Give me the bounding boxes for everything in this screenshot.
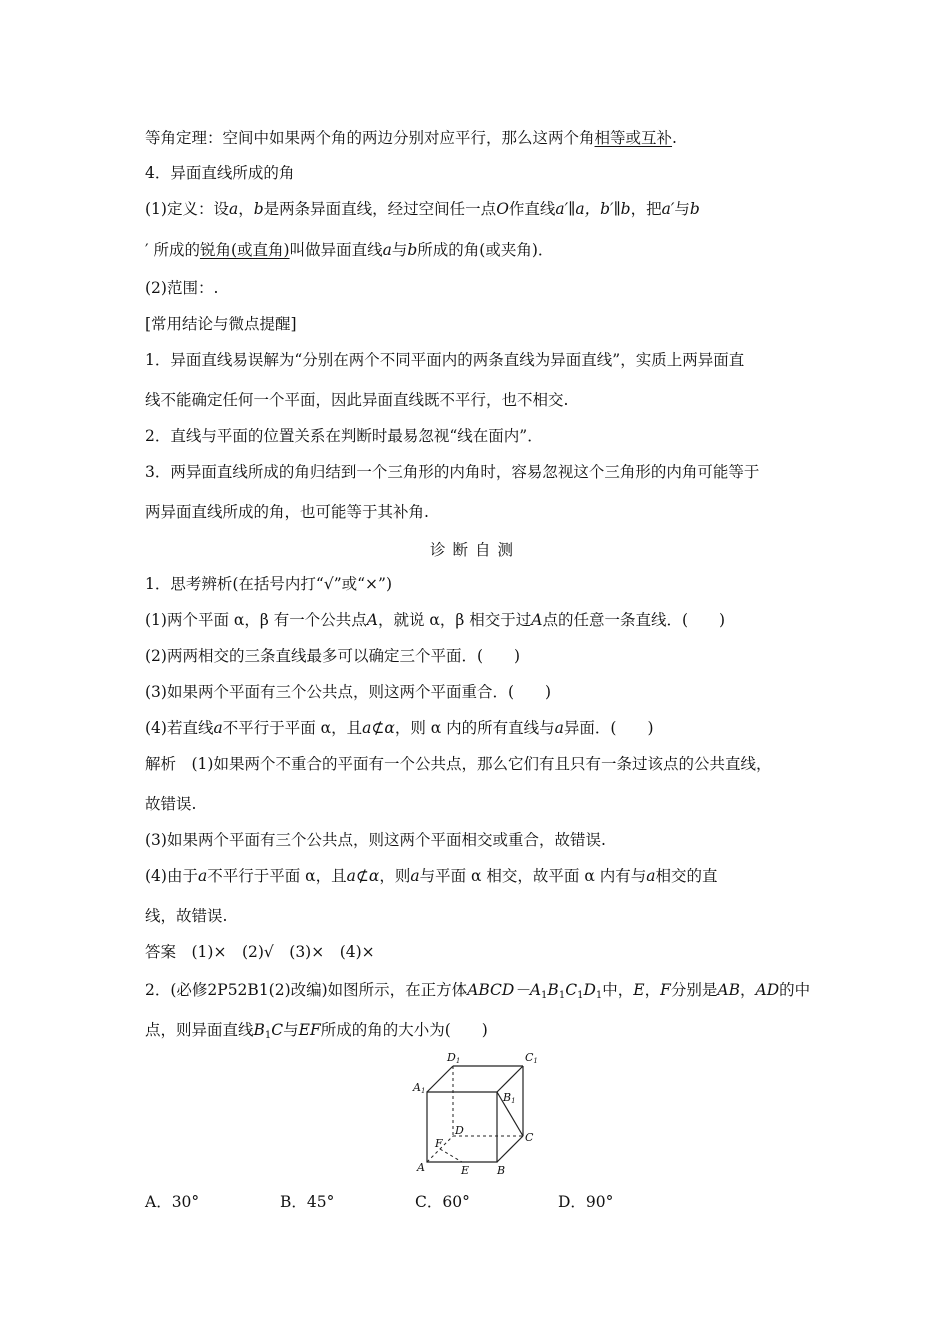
analysis-text: 故错误.: [145, 795, 197, 813]
text-line: 两异面直线所成的角，也可能等于其补角.: [145, 503, 429, 521]
underlined-answer: 相等或互补: [594, 129, 673, 147]
section-heading: [常用结论与微点提醒]: [145, 315, 297, 333]
label-e: E: [461, 1164, 470, 1177]
label-c1: C1: [525, 1051, 538, 1065]
label-c: C: [525, 1131, 534, 1144]
section-heading: 4．异面直线所成的角: [145, 164, 295, 182]
label-d1: D1: [447, 1051, 461, 1065]
label-a: A: [417, 1161, 425, 1174]
option-c: C．60°: [415, 1193, 470, 1211]
question-item: 点，则异面直线$B_1C$与EF所成的角的大小为( ): [145, 1021, 488, 1041]
text-line: 线不能确定任何一个平面，因此异面直线既不平行，也不相交.: [145, 391, 569, 409]
question-item: 2．(必修2P52B1(2)改编)如图所示，在正方体$ABCD-A_1B_1C_1D_1$中，E，F分别是AB，AD的中: [145, 981, 811, 1001]
cube-edge: [497, 1066, 523, 1092]
label-d: D: [455, 1124, 464, 1137]
segment-ef: [440, 1149, 462, 1162]
analysis-text: (4)由于a不平行于平面 α，且a⊄α，则a与平面 α 相交，故平面 α 内有与a相交的直: [145, 867, 718, 885]
option-a: A．30°: [145, 1193, 200, 1211]
question-item: (2)两两相交的三条直线最多可以确定三个平面．( ): [145, 647, 521, 665]
question-heading: 1．思考辨析(在括号内打“√”或“×”): [145, 575, 393, 593]
cube-edge: [427, 1066, 453, 1092]
text-line: (1)定义：设a，b是两条异面直线，经过空间任一点O作直线a′∥a，b′∥b，把a′与b: [145, 200, 700, 218]
cube-edge: [497, 1136, 523, 1162]
cube-figure: [405, 1050, 555, 1180]
text-line: 1．异面直线易误解为“分别在两个不同平面内的两条直线为异面直线”，实质上两异面直: [145, 351, 745, 369]
option-b: B．45°: [280, 1193, 335, 1211]
text-line: 3．两异面直线所成的角归结到一个三角形的内角时，容易忽视这个三角形的内角可能等于: [145, 463, 760, 481]
label-b: B: [497, 1164, 506, 1177]
label-a1: A1: [413, 1081, 426, 1095]
question-item: (4)若直线a不平行于平面 α，且a⊄α，则 α 内的所有直线与a异面．( ): [145, 719, 654, 737]
text-line: (2)范围：.: [145, 279, 219, 297]
label-f: F: [435, 1137, 443, 1150]
section-title: 诊断自测: [429, 541, 520, 559]
text-line: 2．直线与平面的位置关系在判断时最易忽视“线在面内”．: [145, 427, 543, 445]
question-item: (1)两个平面 α，β 有一个公共点A，就说 α，β 相交于过A点的任意一条直线．( ): [145, 611, 726, 629]
question-item: (3)如果两个平面有三个公共点，则这两个平面重合．( ): [145, 683, 552, 701]
underlined-answer: 锐角(或直角): [199, 241, 290, 259]
answer-text: 答案 (1)× (2)√ (3)× (4)×: [145, 943, 375, 961]
option-d: D．90°: [558, 1193, 614, 1211]
label-b1: B1: [503, 1091, 516, 1105]
text-line: ′ 所成的锐角(或直角)叫做异面直线a与b所成的角(或夹角)．: [145, 241, 554, 259]
analysis-text: 线，故错误.: [145, 907, 228, 925]
text-line: 等角定理：空间中如果两个角的两边分别对应平行，那么这两个角相等或互补.: [145, 129, 677, 147]
analysis-text: (3)如果两个平面有三个公共点，则这两个平面相交或重合，故错误.: [145, 831, 606, 849]
analysis-text: 解析 (1)如果两个不重合的平面有一个公共点，那么它们有且只有一条过该点的公共直线，: [145, 755, 772, 773]
